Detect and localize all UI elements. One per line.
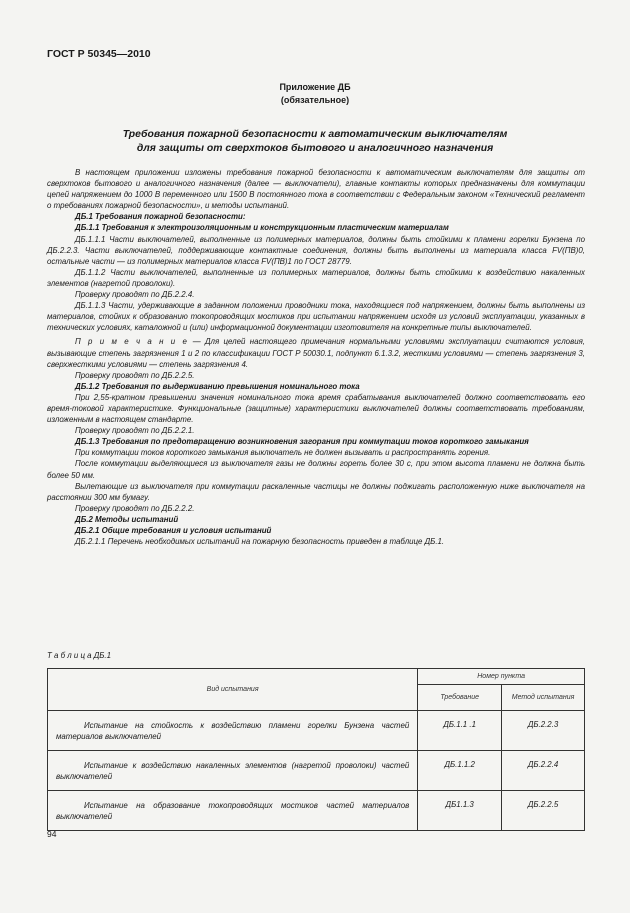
table-cell-test: Испытание на образование токопроводящих мостиков частей материалов выключателей <box>48 791 418 831</box>
clause-db112: ДБ.1.1.2 Части выключателей, выполненные из полимерных материалов, должны быть стойкими к воздействию накаленных элементов (нагретой проволоки). <box>47 267 585 288</box>
check-note-221: Проверку проводят по ДБ.2.2.1. <box>75 426 195 436</box>
section-db12-heading: ДБ.1.2 Требования по выдерживанию превышения номинального тока <box>75 381 360 391</box>
appendix-status: (обязательное) <box>280 95 350 105</box>
check-note-225: Проверку проводят по ДБ.2.2.5. <box>75 370 195 380</box>
clause-db13-a: При коммутации токов короткого замыкания выключатель не должен вызывать и распространять горения. <box>75 448 491 458</box>
clause-db13-c: Вылетающие из выключателя при коммутации раскаленные частицы не должны поджигать расположенную ниже выключателя на расстоянии 300 мм бумагу. <box>47 481 585 502</box>
main-title-line-1: Требования пожарной безопасности к автоматическим выключателям <box>122 129 508 140</box>
table-cell-method: ДБ.2.2.5 <box>502 791 585 831</box>
column-header-item-number: Номер пункта <box>418 669 585 685</box>
section-db11-heading: ДБ.1.1 Требования к электроизоляционным и конструкционным пластическим материалам <box>75 223 449 233</box>
table-caption: Т а б л и ц а ДБ.1 <box>47 651 112 660</box>
note-paragraph <box>47 336 585 369</box>
clause-db111: ДБ.1.1.1 Части выключателей, выполненные из полимерных материалов, должны быть стойкими к пламени горелки Бунзена по ДБ.2.2.3. Части выключателей, поддерживающие контактные соединения, должны быть выполнены из материала класса FV(ПВ)0, остальные части — из полимерных материалов класса FV(ПВ)1 по ГОСТ 28779. <box>47 234 585 266</box>
check-note-222: Проверку проводят по ДБ.2.2.2. <box>75 503 195 513</box>
table-cell-test: Испытание на стойкость к воздействию пламени горелки Бунзена частей материалов выключателей <box>48 711 418 751</box>
document-id: ГОСТ Р 50345—2010 <box>47 48 151 60</box>
appendix-title: Приложение ДБ <box>279 82 351 92</box>
section-db13-heading: ДБ.1.3 Требования по предотвращению возникновения загорания при коммутации токов короткого замыкания <box>75 437 529 447</box>
section-db1-heading: ДБ.1 Требования пожарной безопасности: <box>75 212 246 222</box>
table-row <box>48 791 585 831</box>
note-label: П р и м е ч а н и е <box>75 337 189 347</box>
main-title-line-2: для защиты от сверхтоков бытового и аналогичного назначения <box>136 143 494 154</box>
check-note-224: Проверку проводят по ДБ.2.2.4. <box>75 290 195 300</box>
intro-paragraph: В настоящем приложении изложены требования пожарной безопасности к автоматическим выключателям для защиты от сверхтоков бытового и аналогичного назначения (далее — выключатели), главные контакты которых предназначены для коммутации цепей напряжением до 1000 В переменного или 1500 В постоянного тока в соответствии с Федеральным законом «Технический регламент о требованиях пожарной безопасности», и методы испытаний. <box>47 168 585 211</box>
table-cell-requirement: ДБ.1.1 .1 <box>418 711 502 751</box>
table-cell-method: ДБ.2.2.4 <box>502 751 585 791</box>
column-header-method: Метод испытания <box>502 685 585 711</box>
clause-db13-b: После коммутации выделяющиеся из выключателя газы не должны гореть более 30 с, при этом высота пламени не должна быть более 50 мм. <box>47 459 585 480</box>
appendix-heading <box>0 81 630 107</box>
table-cell-method: ДБ.2.2.3 <box>502 711 585 751</box>
document-body <box>47 167 585 547</box>
column-header-test-type: Вид испытания <box>48 669 418 711</box>
page-number: 94 <box>47 829 57 839</box>
tests-table <box>47 668 585 831</box>
table-cell-test: Испытание к воздействию накаленных элементов (нагретой проволоки) частей выключателей <box>48 751 418 791</box>
table-row <box>48 751 585 791</box>
table-row <box>48 711 585 751</box>
main-title <box>60 128 570 156</box>
clause-db12: При 2,55-кратном превышении значения номинального тока время срабатывания выключателей должно соответствовать его время-токовой характеристике. Функциональные (защитные) характеристики выключателей должны соответствовать требованиям, изложенным в настоящем стандарте. <box>47 392 585 425</box>
table-cell-requirement: ДБ.1.1.2 <box>418 751 502 791</box>
section-db2-heading: ДБ.2 Методы испытаний <box>75 514 179 524</box>
table-cell-requirement: ДБ1.1.3 <box>418 791 502 831</box>
column-header-requirement: Требование <box>418 685 502 711</box>
clause-db113: ДБ.1.1.3 Части, удерживающие в заданном положении проводники тока, находящиеся под напряжением, должны быть выполнены из материалов, стойких к образованию токопроводящих мостиков при испытании напряжением исходя из условий эксплуатации, указанных в технических условиях, каталожной и (или) информационной документации изготовителя на конкретные типы выключателей. <box>47 301 585 333</box>
note-text: — Для целей настоящего примечания нормальными условиями эксплуатации считаются условия, вызывающие степень загрязнения 1 и 2 по классификации ГОСТ Р 50030.1, подпункт 6.1.3.2, жесткими условиями — степень загрязнения 3, сверхжесткими условиями — степень загрязнения 4. <box>47 337 585 369</box>
section-db21-heading: ДБ.2.1 Общие требования и условия испытаний <box>75 526 272 535</box>
clause-db211: ДБ.2.1.1 Перечень необходимых испытаний на пожарную безопасность приведен в таблице ДБ.1. <box>75 537 445 547</box>
